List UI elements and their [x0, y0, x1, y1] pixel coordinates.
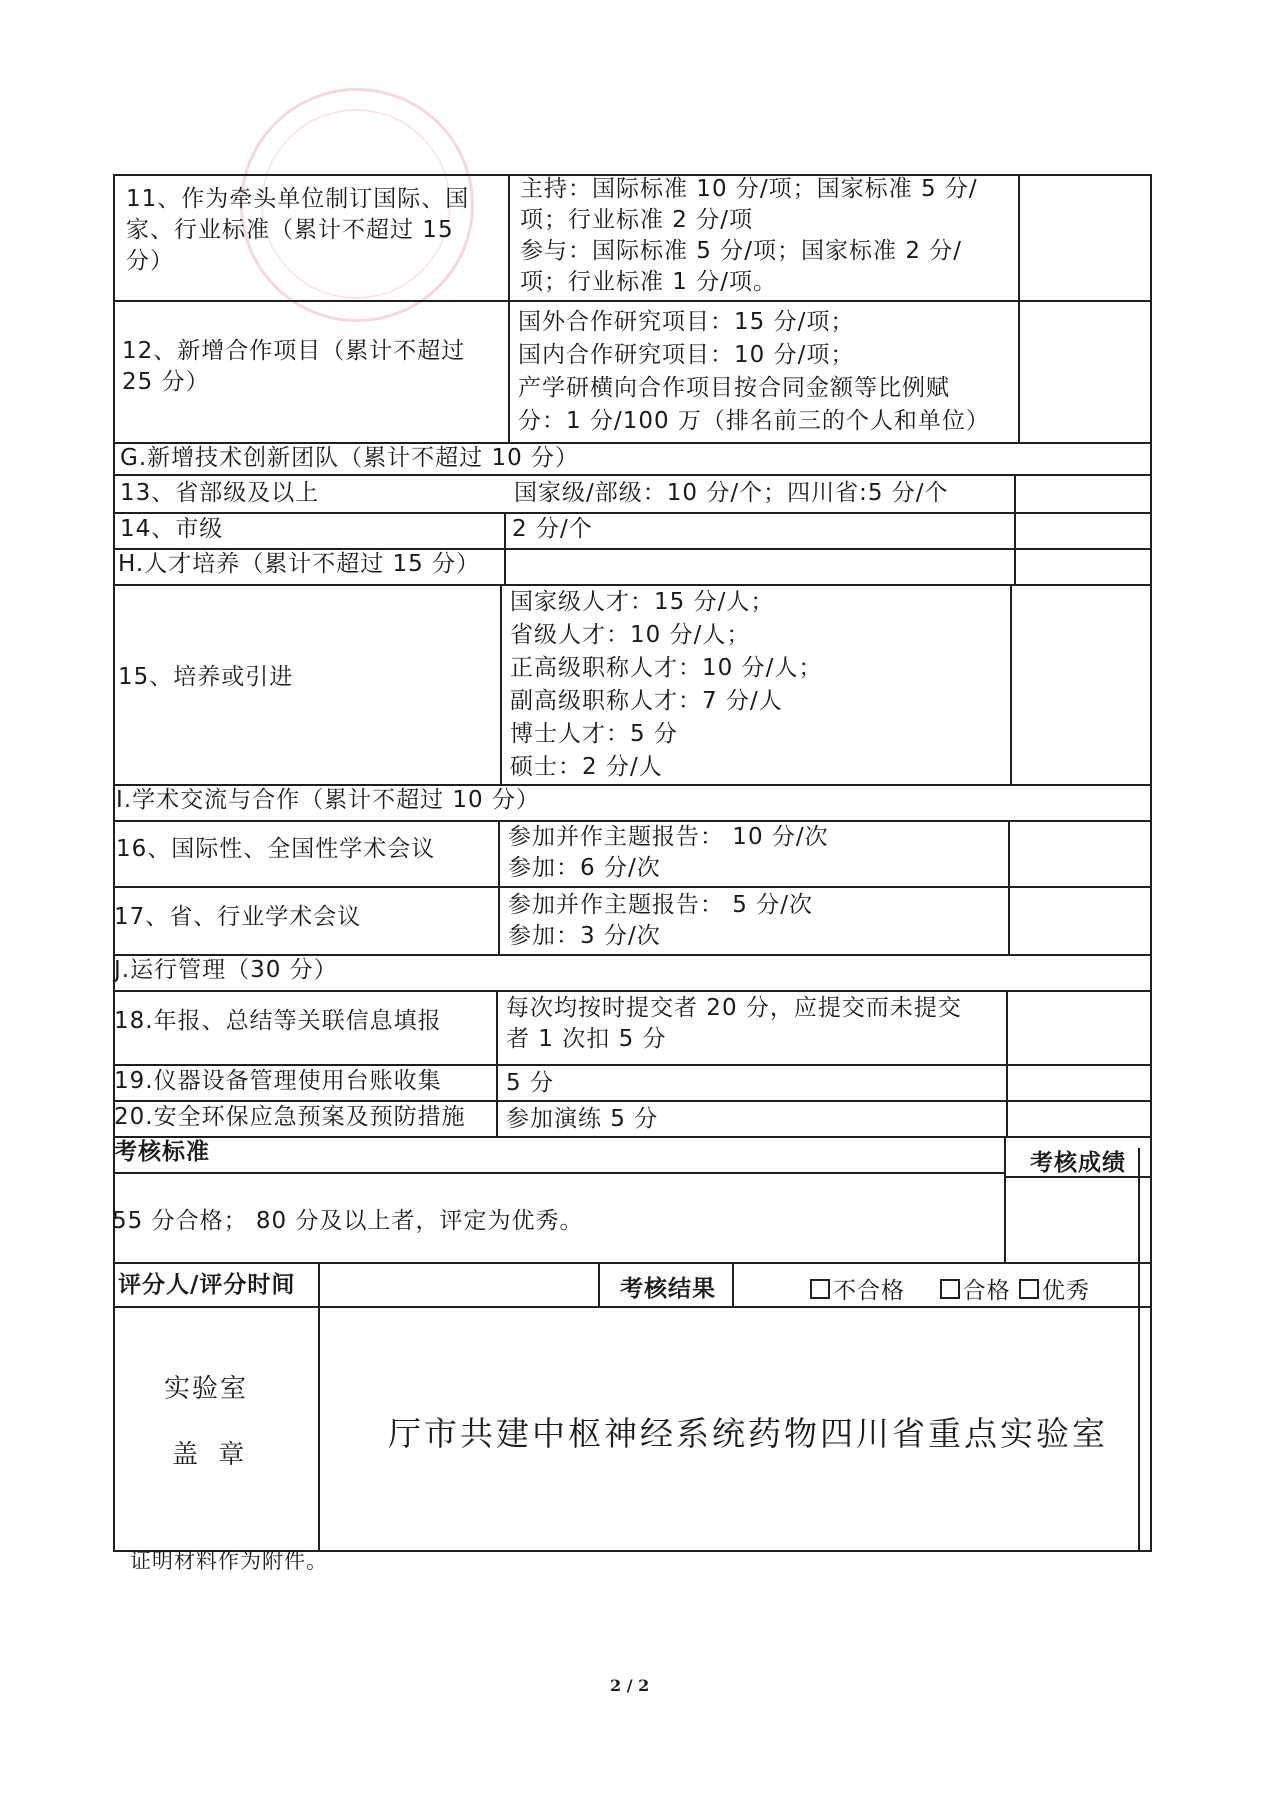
standard-header: 考核标准	[114, 1139, 210, 1165]
checkbox-excellent[interactable]: 优秀	[1019, 1278, 1090, 1304]
row-14-item: 14、市级	[120, 516, 224, 542]
section-h-title: H.人才培养（累计不超过 15 分）	[118, 551, 481, 577]
row-17-criteria: 参加并作主题报告： 5 分/次 参加：3 分/次	[508, 892, 814, 949]
section-j-title: J.运行管理（30 分）	[114, 957, 338, 983]
lab-name: 厅市共建中枢神经系统药物四川省重点实验室	[388, 1414, 1108, 1453]
row-15-item: 15、培养或引进	[118, 664, 294, 690]
seal-label-2: 盖 章	[172, 1440, 251, 1470]
seal-label-1: 实验室	[164, 1374, 249, 1404]
row-15-criteria: 国家级人才：15 分/人； 省级人才：10 分/人； 正高级职称人才：10 分/人； 副高级职称人才：7 分/人 博士人才：5 分 硕士：2 分/人	[510, 589, 823, 780]
row-16-item: 16、国际性、全国性学术会议	[116, 836, 436, 862]
checkbox-icon	[810, 1279, 830, 1299]
row-19-criteria: 5 分	[506, 1070, 554, 1096]
row-17-item: 17、省、行业学术会议	[114, 904, 362, 930]
row-11-item: 11、作为牵头单位制订国际、国 家、行业标准（累计不超过 15 分）	[126, 186, 470, 274]
checkbox-icon	[1019, 1279, 1039, 1299]
standard-text: 55 分合格； 80 分及以上者，评定为优秀。	[112, 1208, 584, 1234]
row-18-criteria: 每次均按时提交者 20 分，应提交而未提交 者 1 次扣 5 分	[506, 995, 962, 1052]
row-16-criteria: 参加并作主题报告： 10 分/次 参加：6 分/次	[508, 824, 829, 881]
page-number: 2 / 2	[610, 1676, 650, 1695]
row-12-item: 12、新增合作项目（累计不超过 25 分）	[122, 338, 466, 395]
row-14-criteria: 2 分/个	[512, 516, 593, 542]
row-12-criteria: 国外合作研究项目：15 分/项； 国内合作研究项目：10 分/项； 产学研横向合作项目按合同金额等比例赋 分：1 分/100 万（排名前三的个人和单位）	[518, 309, 990, 434]
result-options	[810, 1276, 1090, 1307]
score-header: 考核成绩	[1030, 1150, 1126, 1176]
row-13-criteria: 国家级/部级：10 分/个；四川省:5 分/个	[514, 480, 949, 506]
row-11-criteria: 主持：国际标准 10 分/项；国家标准 5 分/ 项；行业标准 2 分/项 参与：国际标准 5 分/项；国家标准 2 分/ 项；行业标准 1 分/项。	[520, 176, 978, 295]
checkbox-pass[interactable]: 合格	[940, 1278, 1011, 1304]
section-i-title: I.学术交流与合作（累计不超过 10 分）	[116, 787, 540, 813]
result-label: 考核结果	[620, 1276, 716, 1302]
checkbox-fail[interactable]: 不合格	[810, 1278, 905, 1304]
row-19-item: 19.仪器设备管理使用台账收集	[114, 1068, 442, 1094]
row-13-item: 13、省部级及以上	[120, 480, 320, 506]
footnote: 证明材料作为附件。	[130, 1549, 328, 1573]
row-20-item: 20.安全环保应急预案及预防措施	[114, 1104, 466, 1130]
checkbox-icon	[940, 1279, 960, 1299]
row-18-item: 18.年报、总结等关联信息填报	[114, 1008, 442, 1034]
row-20-criteria: 参加演练 5 分	[506, 1106, 659, 1132]
rater-label: 评分人/评分时间	[118, 1272, 296, 1298]
section-g-title: G.新增技术创新团队（累计不超过 10 分）	[120, 445, 580, 471]
